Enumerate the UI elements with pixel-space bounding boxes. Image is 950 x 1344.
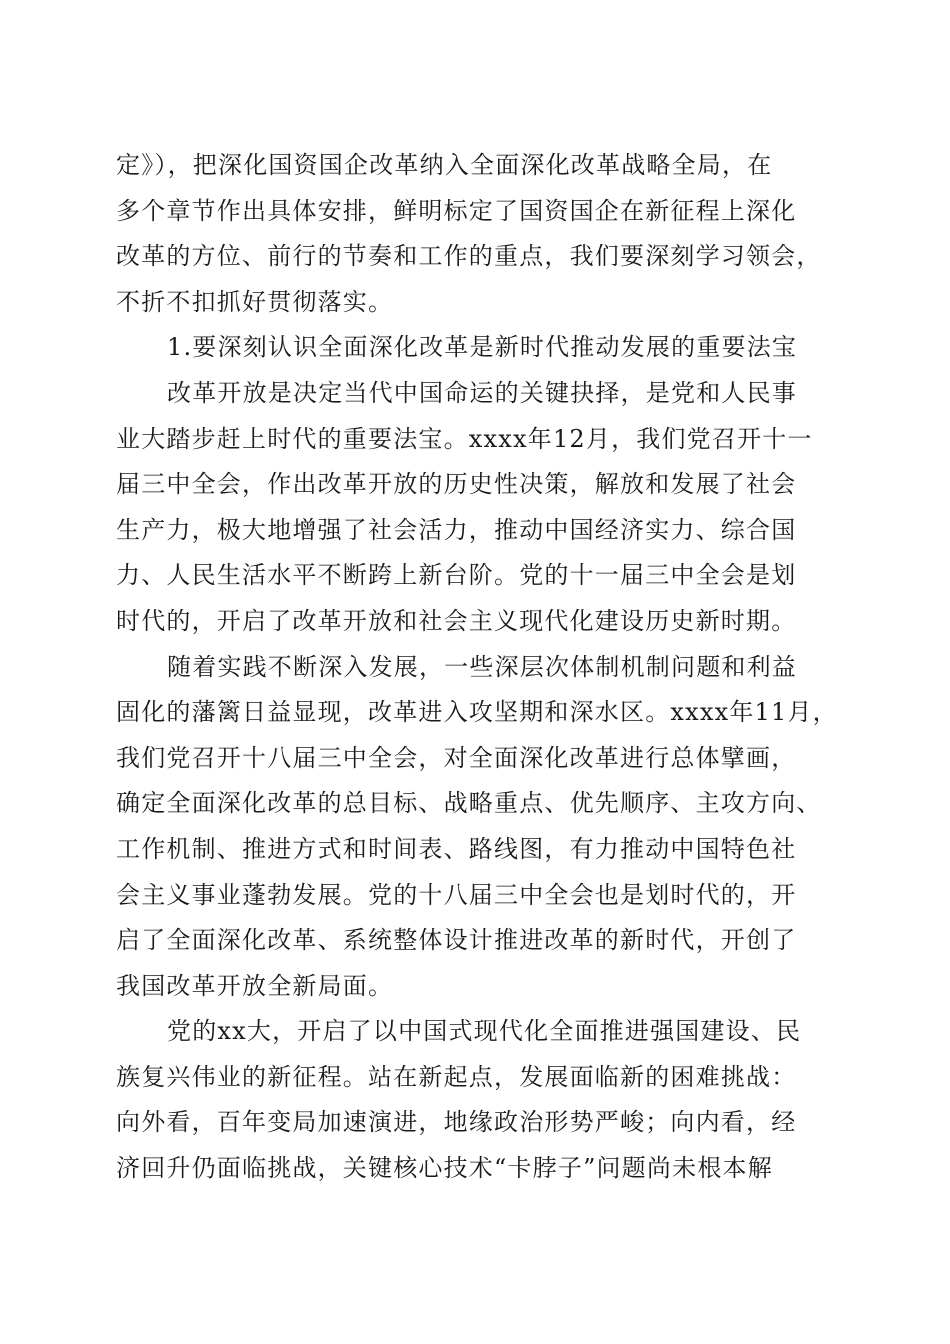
- text-line: 固化的藩篱日益显现，改革进入攻坚期和深水区。xxxx年11月，: [116, 698, 838, 727]
- paragraph-first-line: 随着实践不断深入发展，一些深层次体制机制问题和利益: [167, 652, 797, 681]
- text-line: 工作机制、推进方式和时间表、路线图，有力推动中国特色社: [116, 834, 797, 863]
- text-line: 济回升仍面临挑战，关键核心技术“卡脖子”问题尚未根本解: [116, 1154, 773, 1183]
- text-line: 届三中全会，作出改革开放的历史性决策，解放和发展了社会: [116, 470, 797, 499]
- text-line: 多个章节作出具体安排，鲜明标定了国资国企在新征程上深化: [116, 196, 797, 225]
- text-line: 力、人民生活水平不断跨上新台阶。党的十一届三中全会是划: [116, 561, 797, 590]
- paragraph-first-line: 改革开放是决定当代中国命运的关键抉择，是党和人民事: [167, 378, 797, 407]
- text-line: 会主义事业蓬勃发展。党的十八届三中全会也是划时代的，开: [116, 880, 797, 909]
- text-line: 生产力，极大地增强了社会活力，推动中国经济实力、综合国: [116, 515, 797, 544]
- body-text: [116, 143, 846, 1192]
- text-line: 启了全面深化改革、系统整体设计推进改革的新时代，开创了: [116, 926, 797, 955]
- text-line: 不折不扣抓好贯彻落实。: [116, 287, 394, 316]
- paragraph-first-line: 党的xx大，开启了以中国式现代化全面推进强国建设、民: [167, 1017, 802, 1046]
- text-line: 向外看，百年变局加速演进，地缘政治形势严峻；向内看，经: [116, 1108, 797, 1137]
- text-line: 改革的方位、前行的节奏和工作的重点，我们要深刻学习领会，: [116, 242, 822, 271]
- text-line: 确定全面深化改革的总目标、战略重点、优先顺序、主攻方向、: [116, 789, 822, 818]
- text-line: 族复兴伟业的新征程。站在新起点，发展面临新的困难挑战：: [116, 1062, 797, 1091]
- section-heading: 1.要深刻认识全面深化改革是新时代推动发展的重要法宝: [167, 333, 798, 362]
- text-line: 时代的，开启了改革开放和社会主义现代化建设历史新时期。: [116, 606, 797, 635]
- text-line: 定》），把深化国资国企改革纳入全面深化改革战略全局，在: [116, 151, 773, 179]
- text-line: 我国改革开放全新局面。: [116, 971, 394, 1000]
- text-line: 业大踏步赶上时代的重要法宝。xxxx年12月，我们党召开十一: [116, 424, 813, 453]
- text-line: 我们党召开十八届三中全会，对全面深化改革进行总体擘画，: [116, 743, 797, 772]
